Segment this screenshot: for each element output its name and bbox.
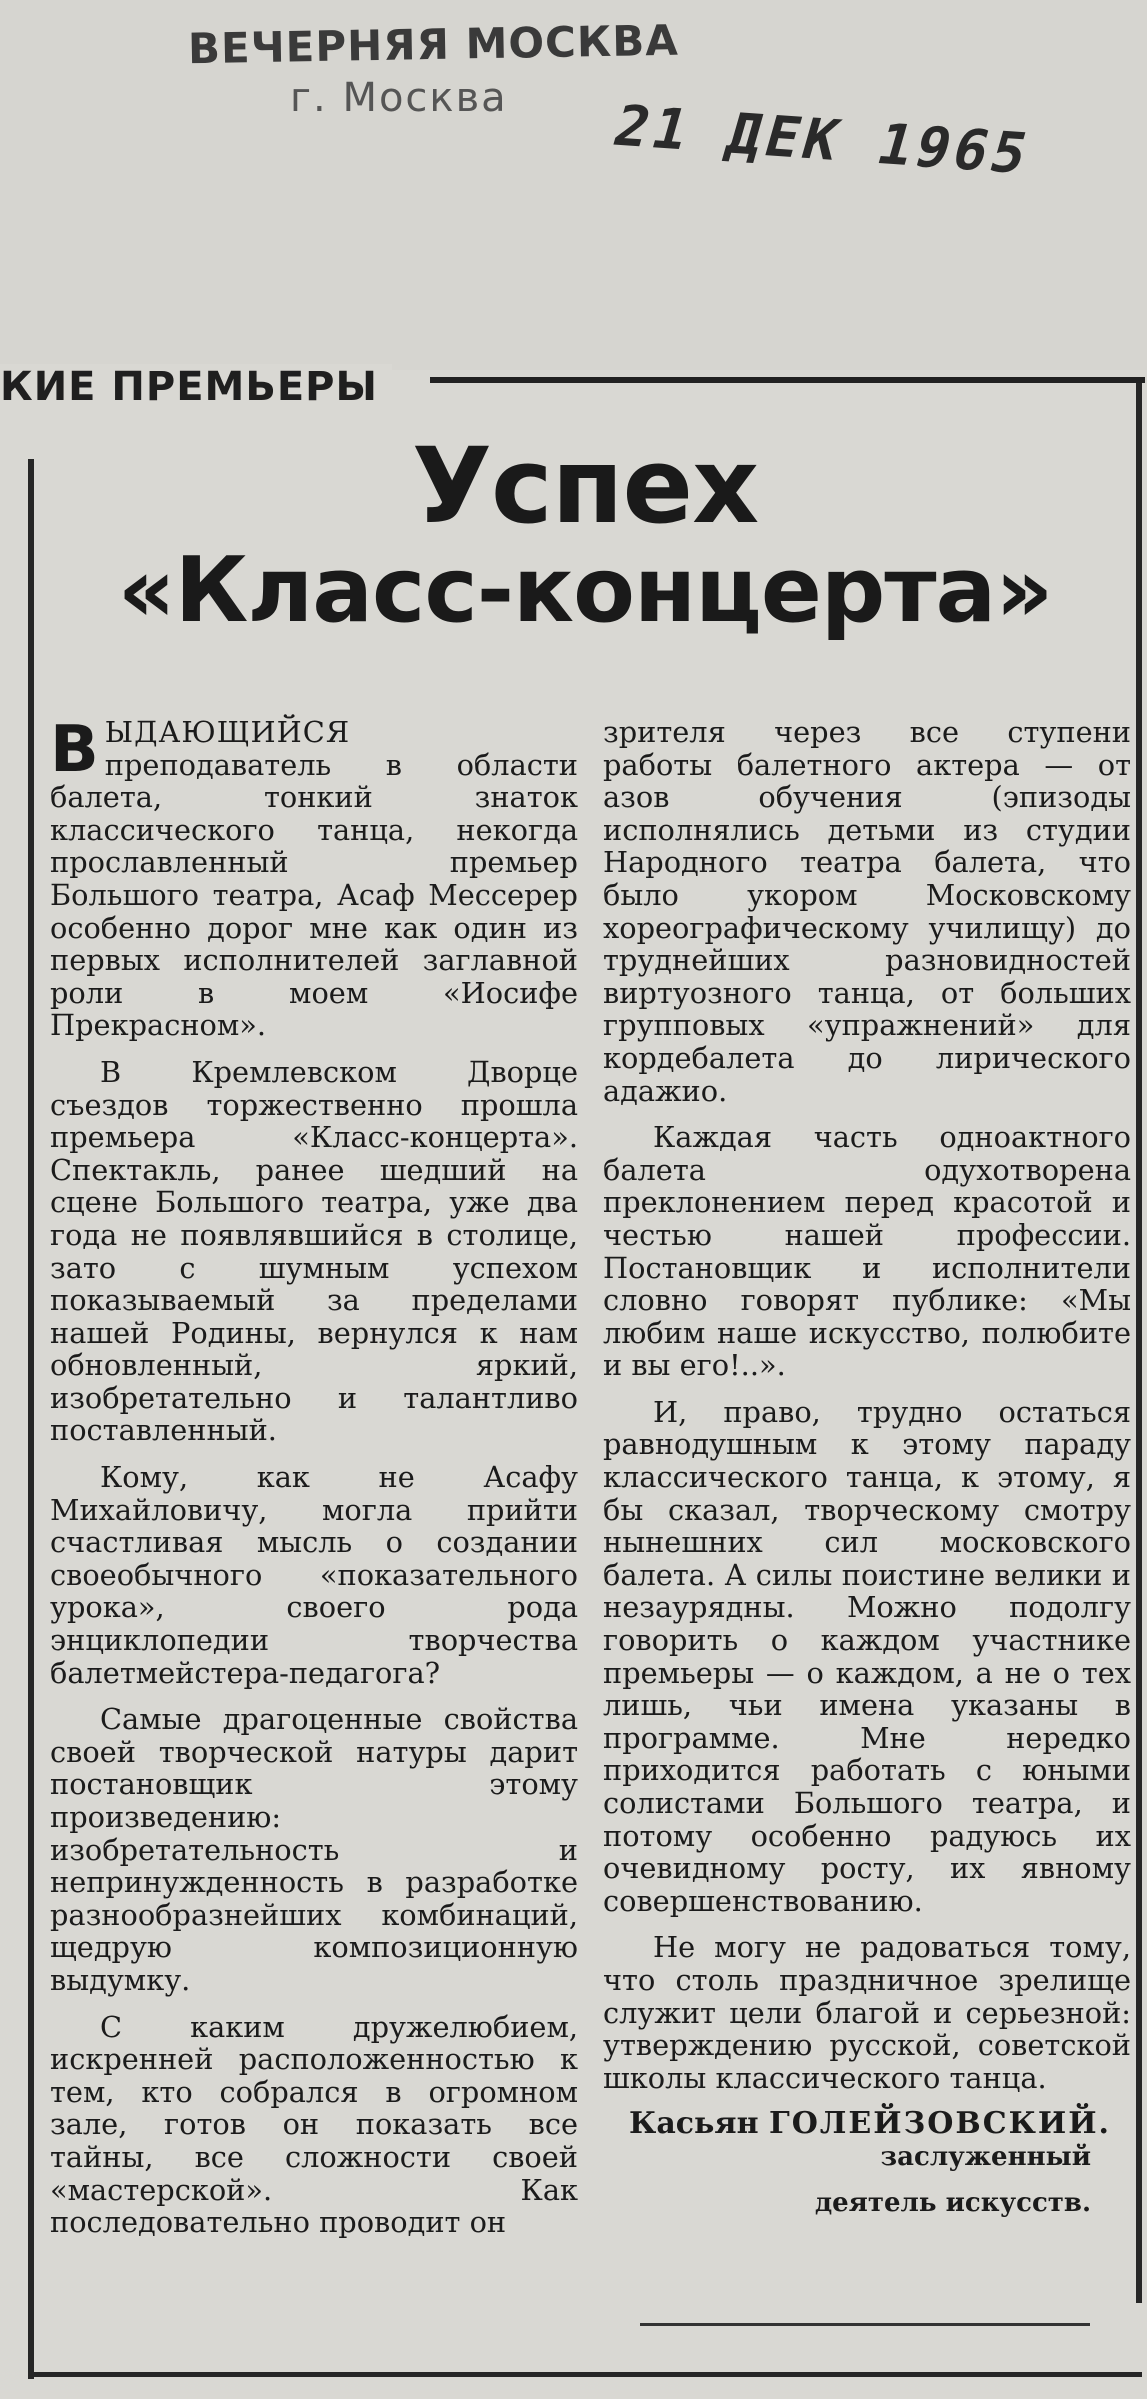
frame-left-rule [28,459,34,2379]
article-paragraph-7: Каждая часть одноактного балета одухотворена преклонением перед красотой и честью нашей профессии. Постановщик и исполнители словно говорят публике: «Мы любим наше искусство, полюбите и вы его!..». [603,1120,1131,1383]
article-paragraph-4: Самые драгоценные свойства своей творческой натуры дарит постановщик этому произведению: изобретательность и непринужденность в разработке разнообразнейших комбинаций, щедрую композиционную выдумку. [50,1702,578,1997]
rubric-rule [430,377,1145,383]
headline-line-2: «Класс-концерта» [117,538,1053,644]
frame-right-rule [1136,383,1142,2303]
author-first-name: Касьян [629,2106,759,2142]
section-rubric: КИЕ ПРЕМЬЕРЫ [0,364,392,410]
article-paragraph-9: Не могу не радоваться тому, что столь праздничное зрелище служит цели благой и серьезной: утверждению русской, советской школы классического танца. [603,1930,1131,2095]
article-paragraph-6: зрителя через все ступени работы балетного актера — от азов обучения (эпизоды исполнялись детьми из студии Народного театра балета, что было укором Московскому хореографическому училищу) до труднейших разновидностей виртуозного танца, от больших групповых «упражнений» для кордебалета до лирического адажио. [603,715,1131,1108]
frame-bottom-rule [28,2372,1142,2377]
author-title-line-1: заслуженный [880,2141,1091,2172]
article-column-left [50,713,578,2253]
article-paragraph-8: И, право, трудно остаться равнодушным к этому параду классического танца, к этому, я бы сказал, творческому смотру нынешних сил московского балета. А силы поистине велики и незаурядны. Можно подолгу говорить о каждом участнике премьеры — о каждом, а не о тех лишь, чьи имена указаны в программе. Мне нередко приходится работать с юными солистами Большого театра, и потому особенно радуюсь их очевидному росту, их явному совершенствованию. [603,1394,1131,1918]
article-headline [40,425,1130,644]
article-paragraph-2: В Кремлевском Дворце съездов торжественно прошла премьера «Класс-концерта». Спектакль, ранее шедший на сцене Большого театра, уже два года не появлявшийся в столице, зато с шумным успехом показываемый за пределами нашей Родины, вернулся к нам обновленный, яркий, изобретательно и талантливо поставленный. [50,1054,578,1448]
headline-line-1: Успех [411,425,759,547]
date-stamp: 21 ДЕК 1965 [606,94,1039,187]
article-column-right [603,716,1131,2233]
paragraph-1-text: преподаватель в области балета, тонкий знаток классического танца, некогда прославленный премьер Большого театра, Асаф Мессерер особенно дорог мне как один из первых исполнителей заглавной роли в моем «Иосифе Прекрасном». [50,747,578,1043]
city-stamp: г. Москва [290,75,508,121]
article-paragraph-5: С каким дружелюбием, искренней расположенностью к тем, кто собрался в огромном зале, готов он показать все тайны, все сложности своей «мастерской». Как последовательно проводит он [50,2009,578,2240]
lead-caps: ЫДАЮЩИЙСЯ [104,715,351,749]
clipping-header [0,0,1147,370]
drop-cap: В [50,713,99,787]
author-last-name: ГОЛЕЙЗОВСКИЙ. [768,2106,1111,2142]
author-signature [603,2108,1131,2141]
article-paragraph-1 [50,713,578,1043]
newspaper-stamp: ВЕЧЕРНЯЯ МОСКВА [187,15,680,74]
article-paragraph-3: Кому, как не Асафу Михайловичу, могла прийти счастливая мысль о создании своеобычного «показательного урока», своего рода энциклопедии творчества балетмейстера-педагога? [50,1460,578,1690]
author-title-line-2: деятель искусств. [814,2187,1091,2218]
signature-rule [640,2323,1090,2326]
